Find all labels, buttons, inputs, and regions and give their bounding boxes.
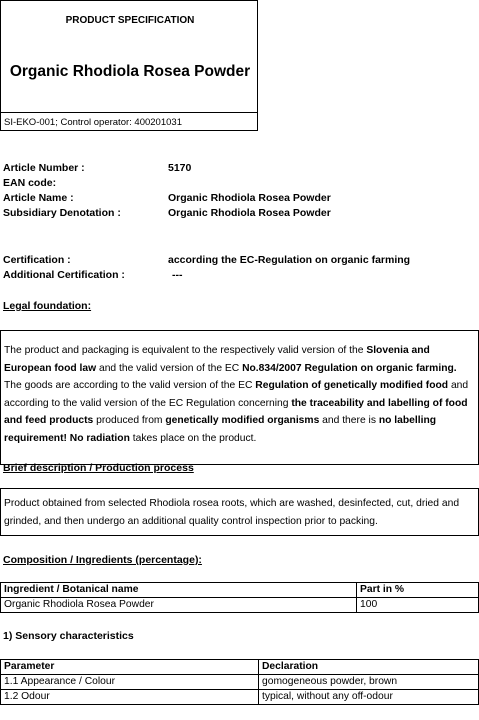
article-number-value: 5170: [168, 162, 192, 174]
declaration-cell: typical, without any off-odour: [259, 690, 479, 705]
certification-label: Certification :: [3, 254, 71, 266]
legal-text: The goods are according to the valid version of the EC: [4, 380, 256, 392]
composition-table: [0, 582, 479, 613]
legal-text-bold: Regulation of genetically modified food: [255, 380, 449, 392]
document-type-title: PRODUCT SPECIFICATION: [65, 15, 195, 26]
composition-header-row: [1, 583, 479, 598]
brief-description-text: Product obtained from selected Rhodiola rosea roots, which are washed, desinfected, cut, dried and grinded, and then undergo an additional quality control inspection prior to packing.: [4, 498, 460, 527]
legal-text: takes place on the product.: [129, 432, 257, 444]
certification-value: according the EC-Regulation on organic farming: [168, 254, 411, 266]
legal-text-bold: Slovenia and European food law: [4, 345, 430, 374]
table-row: [1, 598, 479, 613]
legal-text-bold: the traceability and labelling of food and feed products: [4, 397, 468, 427]
declaration-cell: gomogeneous powder, brown: [259, 675, 479, 690]
article-number-label: Article Number :: [3, 162, 85, 174]
table-row: [1, 675, 479, 690]
control-operator: SI-EKO-001; Control operator: 400201031: [4, 117, 182, 128]
product-title: Organic Rhodiola Rosea Powder: [9, 63, 251, 80]
ean-label: EAN code:: [3, 177, 57, 189]
sensory-table: [0, 659, 479, 705]
declaration-column-header: Declaration: [259, 660, 479, 675]
article-name-label: Article Name :: [3, 192, 74, 204]
legal-text-bold: genetically modified organisms: [165, 415, 320, 427]
legal-text: and according to the valid version of the EC Regulation concerning: [4, 380, 469, 409]
brief-description-heading: Brief description / Production process: [3, 462, 194, 474]
legal-foundation-box: [0, 330, 479, 465]
part-column-header: Part in %: [357, 583, 479, 598]
additional-certification-label: Additional Certification :: [3, 269, 125, 281]
subsidiary-label: Subsidiary Denotation :: [3, 207, 121, 219]
legal-text: produced from: [93, 415, 166, 427]
additional-certification-value: ---: [172, 269, 183, 281]
legal-foundation-heading: Legal foundation:: [3, 300, 92, 312]
legal-text: and the valid version of the EC: [96, 362, 243, 374]
ingredient-column-header: Ingredient / Botanical name: [1, 583, 357, 598]
legal-text: The product and packaging is equivalent to the respectively valid version of the: [4, 345, 367, 356]
legal-text: and there is: [319, 415, 379, 427]
brief-description-box: [0, 488, 479, 536]
legal-text-bold: No.834/2007 Regulation on organic farming.: [242, 362, 457, 374]
table-row: [1, 690, 479, 705]
part-cell: 100: [357, 598, 479, 613]
subsidiary-value: Organic Rhodiola Rosea Powder: [168, 207, 331, 219]
article-name-value: Organic Rhodiola Rosea Powder: [168, 192, 331, 204]
sensory-heading: 1) Sensory characteristics: [3, 630, 134, 642]
header-box: [0, 0, 258, 131]
parameter-column-header: Parameter: [1, 660, 259, 675]
parameter-cell: 1.2 Odour: [1, 690, 259, 705]
legal-text-bold: no labelling requirement! No radiation: [4, 415, 437, 444]
parameter-cell: 1.1 Appearance / Colour: [1, 675, 259, 690]
sensory-header-row: [1, 660, 479, 675]
header-divider: [1, 112, 257, 113]
composition-heading: Composition / Ingredients (percentage):: [3, 554, 202, 566]
ingredient-cell: Organic Rhodiola Rosea Powder: [1, 598, 357, 613]
